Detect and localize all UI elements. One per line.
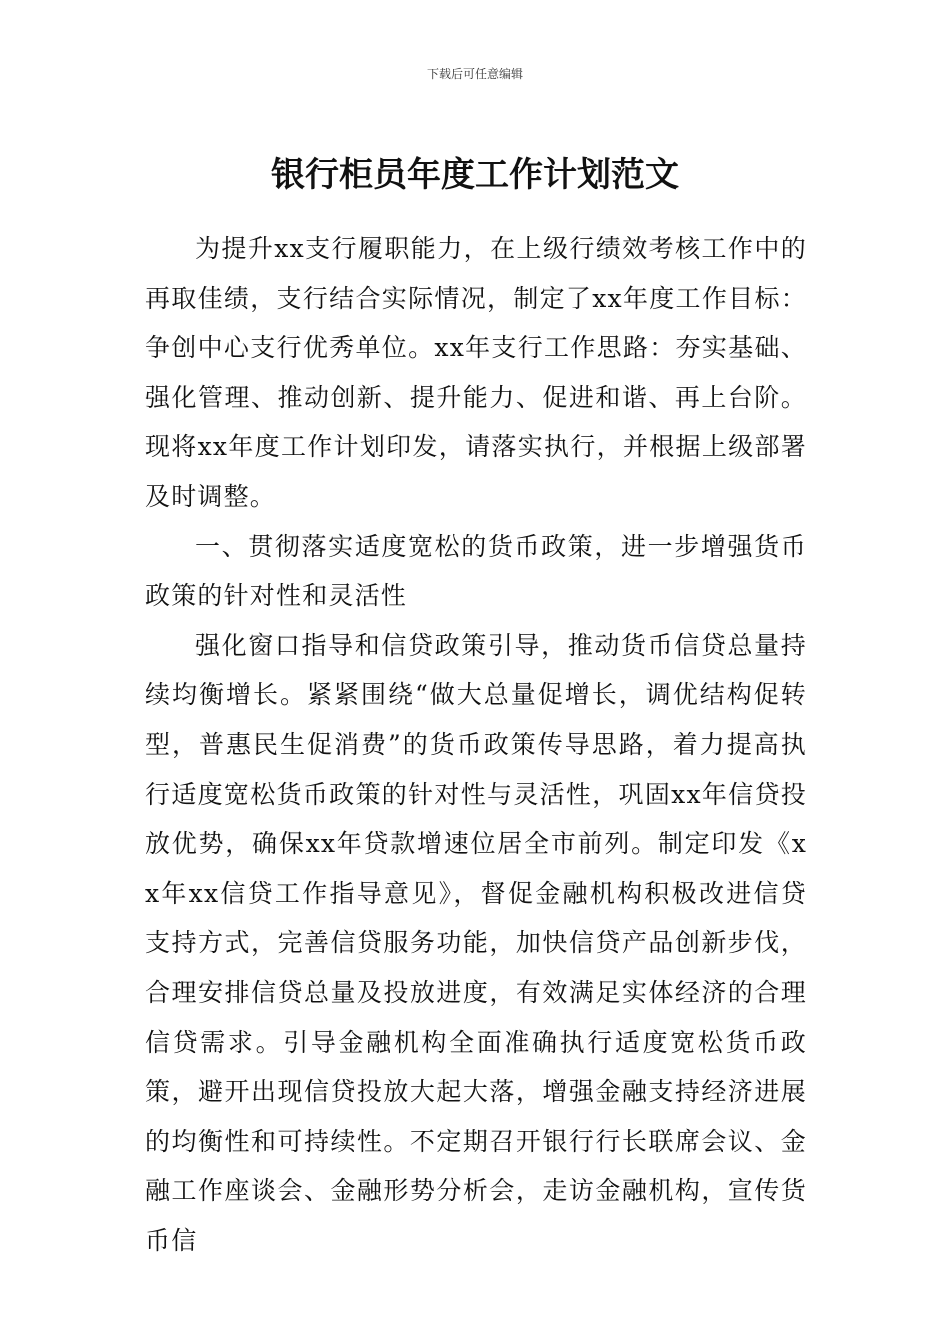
section-1-paragraph: 强化窗口指导和信贷政策引导，推动货币信贷总量持续均衡增长。紧紧围绕“做大总量促增长，调优结构促转型，普惠民生促消费”的货币政策传导思路，着力提高执行适度宽松货币政策的针对性与灵活性，巩固xx年信贷投放优势，确保xx年贷款增速位居全市前列。制定印发《xx年xx信贷工作指导意见》，督促金融机构积极改进信贷支持方式，完善信贷服务功能，加快信贷产品创新步伐，合理安排信贷总量及投放进度，有效满足实体经济的合理信贷需求。引导金融机构全面准确执行适度宽松货币政策，避开出现信贷投放大起大落，增强金融支持经济进展的均衡性和可持续性。不定期召开银行行长联席会议、金融工作座谈会、金融形势分析会，走访金融机构，宣传货币信 <box>145 630 807 1255</box>
document-body <box>145 224 807 1265</box>
intro-paragraph: 为提升xx支行履职能力，在上级行绩效考核工作中的再取佳绩，支行结合实际情况，制定了xx年度工作目标：争创中心支行优秀单位。xx年支行工作思路：夯实基础、强化管理、推动创新、提升能力、促进和谐、再上台阶。现将xx年度工作计划印发，请落实执行，并根据上级部署及时调整。 <box>145 234 807 511</box>
section-heading-1: 一、贯彻落实适度宽松的货币政策，进一步增强货币政策的针对性和灵活性 <box>145 531 807 611</box>
header-note: 下载后可任意编辑 <box>426 67 523 81</box>
document-title: 银行柜员年度工作计划范文 <box>271 154 679 195</box>
